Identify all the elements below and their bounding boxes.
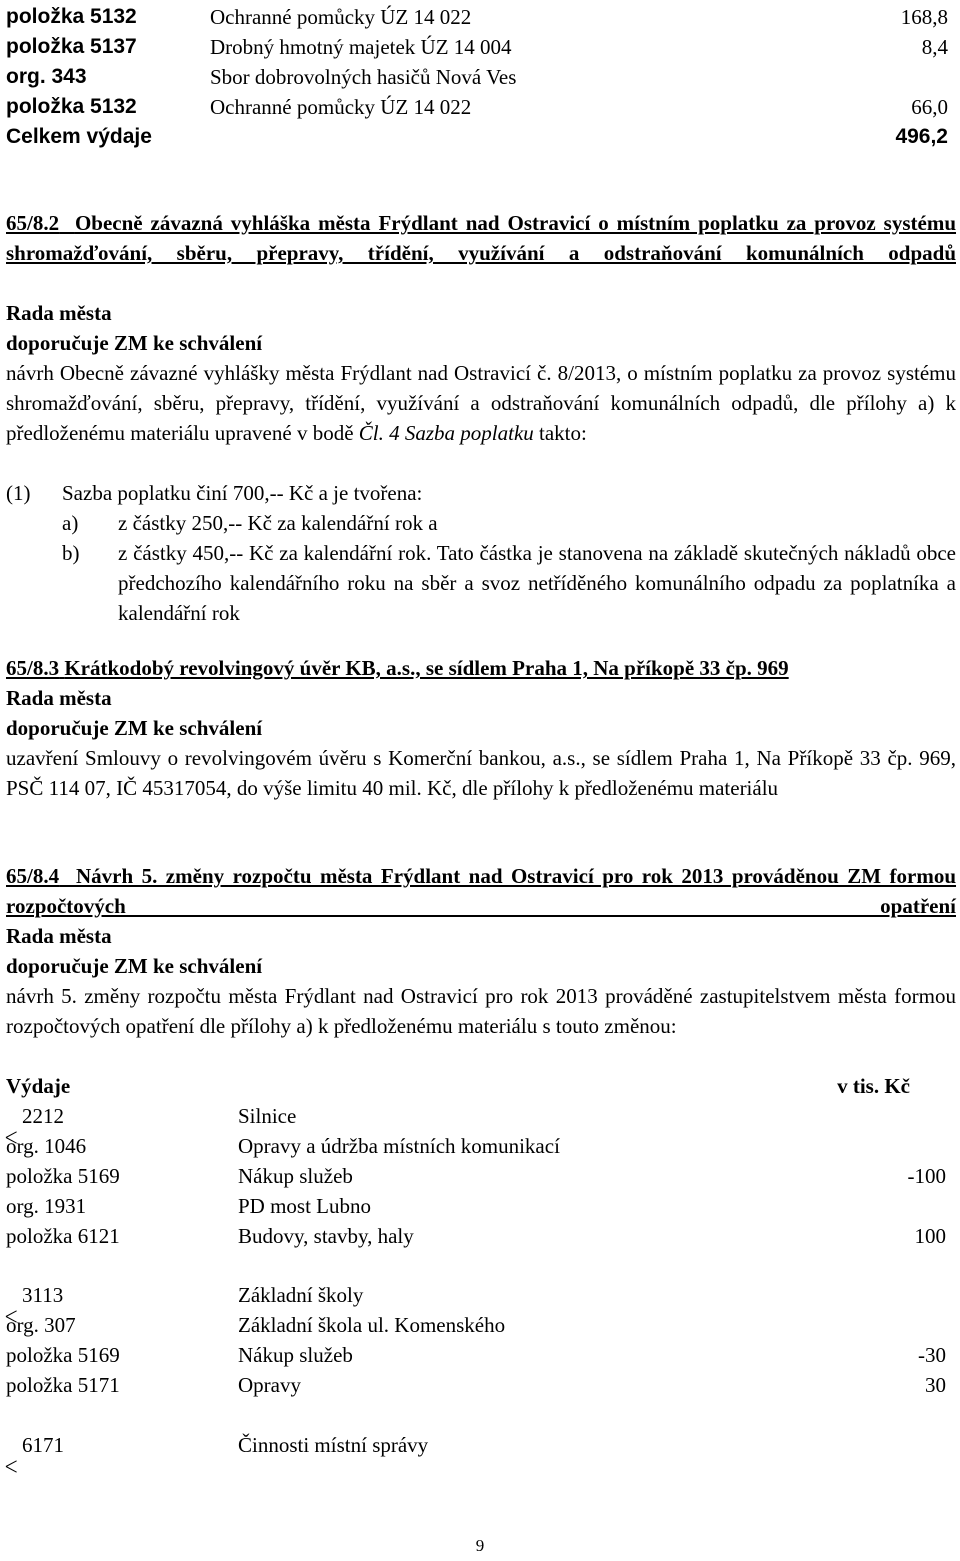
council-label: Rada města [6,686,112,710]
section-65-8-4 [6,861,956,1071]
header-units: v tis. Kč [837,1074,910,1098]
council-label: Rada města [6,924,112,948]
section-65-8-2 [6,208,956,628]
table-row: 2212 Silnice [22,1104,297,1128]
table-cell: 8,4 [921,35,948,59]
table-cell: 168,8 [900,5,948,29]
table-row: org. 307 Základní škola ul. Komenského [6,1313,506,1337]
table-header [6,1071,956,1101]
table-row: položka 5171 Opravy 30 [6,1373,946,1397]
list-item: b) z částky 450,-- Kč za kalendářní rok. Tato částka je stanovena na základě skutečných nákladů obce předchozího kalendářního roku na sběr a svoz netříděného komunálního odpadu za poplatníka a kalendářní rok [62,541,956,625]
list-item: (1) Sazba poplatku činí 700,-- Kč a je tvořena: [6,481,423,505]
table-cell: Drobný hmotný majetek ÚZ 14 004 [210,35,512,59]
header-expenses: Výdaje [6,1074,71,1098]
table-cell: Sbor dobrovolných hasičů Nová Ves [210,65,517,89]
council-label: Rada města [6,301,112,325]
table-row [6,62,956,92]
section-body: návrh Obecně závazné vyhlášky města Frýdlant nad Ostravicí č. 8/2013, o místním poplatku za provoz systému shromažďování, sběru, přepravy, třídění, využívání a odstraňování komunálních odpadů, dle přílohy a) k předloženému materiálu upravené v bodě Čl. 4 Sazba poplatku takto: [6,361,956,445]
table-row: položka 5169 Nákup služeb -100 [6,1164,946,1188]
table-cell: položka 5132 [6,5,137,28]
list-item: a) z částky 250,-- Kč za kalendářní rok a [62,511,438,535]
table-cell: org. 343 [6,65,87,88]
table-cell: Ochranné pomůcky ÚZ 14 022 [210,5,472,29]
table-row: položka 6121 Budovy, stavby, haly 100 [6,1224,946,1248]
page-number: 9 [475,1536,485,1555]
table-row: položka 5169 Nákup služeb -30 [6,1343,946,1367]
table-row [6,2,956,32]
recommendation-label: doporučuje ZM ke schválení [6,331,263,355]
total-value: 496,2 [895,125,948,148]
table-cell: položka 5137 [6,35,137,58]
total-label: Celkem výdaje [6,125,152,148]
section-body: návrh 5. změny rozpočtu města Frýdlant nad Ostravicí pro rok 2013 prováděné zastupitelstvem města formou rozpočtových opatření dle přílohy a) k předloženému materiálu s touto změnou: [6,984,956,1038]
expense-table [6,2,956,152]
recommendation-label: doporučuje ZM ke schválení [6,716,263,740]
section-title: 65/8.3 Krátkodobý revolvingový úvěr KB, a.s., se sídlem Praha 1, Na příkopě 33 čp. 969 [6,656,789,680]
table-row: org. 1046 Opravy a údržba místních komunikací [6,1134,560,1158]
table-cell: Ochranné pomůcky ÚZ 14 022 [210,95,472,119]
table-row [6,92,956,122]
table-row: 3113 Základní školy [22,1283,364,1307]
table-row: org. 1931 PD most Lubno [6,1194,372,1218]
section-65-8-3 [6,653,956,833]
total-row [6,122,956,152]
table-cell: 66,0 [911,95,948,119]
section-title: 65/8.2 Obecně závazná vyhláška města Frýdlant nad Ostravicí o místním poplatku za provoz systému shromažďování, sběru, přepravy, třídění, využívání a odstraňování komunálních odpadů [6,211,957,265]
budget-table [6,1071,956,1460]
recommendation-label: doporučuje ZM ke schválení [6,954,263,978]
table-row: 6171 Činnosti místní správy [22,1433,429,1457]
section-title: 65/8.4 Návrh 5. změny rozpočtu města Frýdlant nad Ostravicí pro rok 2013 prováděnou ZM formou rozpočtových opatření [6,864,957,918]
table-row [6,32,956,62]
section-body: uzavření Smlouvy o revolvingovém úvěru s Komerční bankou, a.s., se sídlem Praha 1, Na Příkopě 33 čp. 969, PSČ 114 07, IČ 45317054, do výše limitu 40 mil. Kč, dle přílohy k předloženému materiálu [6,746,956,800]
table-cell: položka 5132 [6,95,137,118]
